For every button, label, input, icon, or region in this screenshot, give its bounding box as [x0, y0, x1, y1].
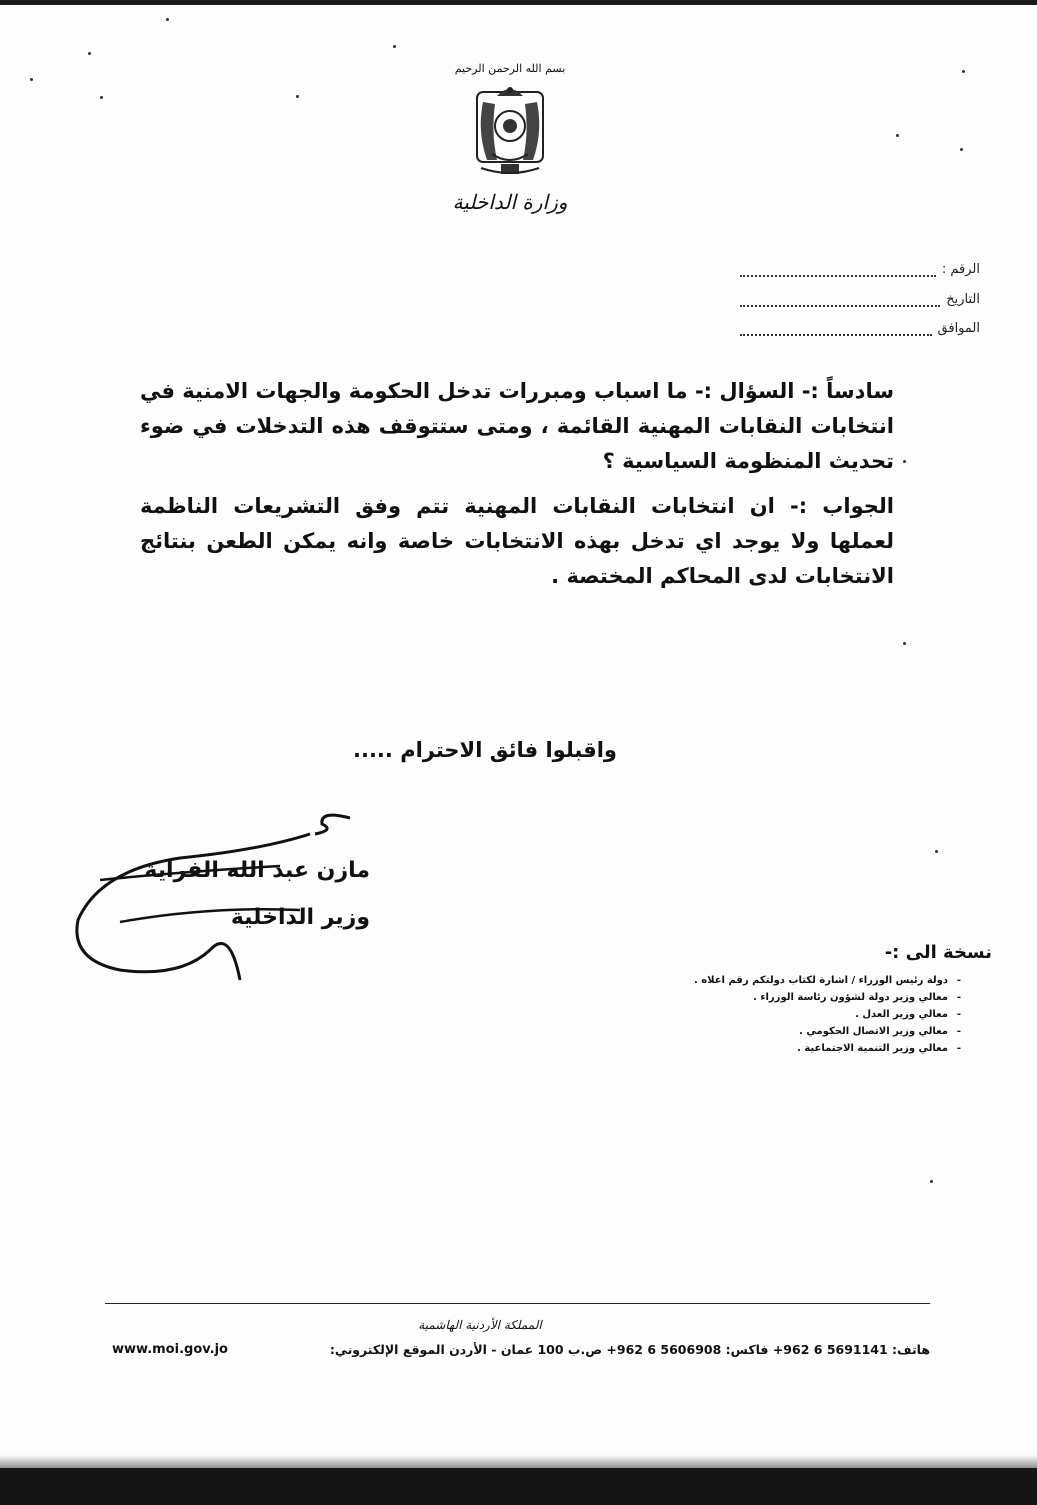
scan-speck [903, 460, 906, 463]
signature-scribble-icon [60, 810, 380, 990]
signatory-name: مازن عبد الله الفراية [144, 858, 370, 883]
answer-lead: الجواب :- [790, 494, 894, 518]
reference-number-label: الرقم : [941, 262, 980, 277]
scan-speck [962, 70, 965, 73]
reference-number-dots [740, 265, 936, 277]
reference-hijri-dots [740, 324, 932, 336]
question-text: ما اسباب ومبررات تدخل الحكومة والجهات الامنية في انتخابات النقابات المهنية القائمة ، ومتى ستتوقف هذه التدخلات في ضوء تحديث المنظومة السياسية ؟ [140, 379, 894, 473]
reference-date-label: التاريخ [946, 292, 980, 307]
answer-text: ان انتخابات النقابات المهنية تتم وفق التشريعات الناظمة لعملها ولا يوجد اي تدخل بهذه الانتخابات خاصة وانه يمكن الطعن بنتائج الانتخابات لدى المحاكم المختصة . [140, 494, 894, 588]
scan-speck [960, 148, 963, 151]
letterhead [430, 58, 590, 228]
reference-hijri-line [740, 321, 980, 336]
ministry-name: وزارة الداخلية [452, 190, 568, 214]
reference-number-line [740, 262, 980, 277]
reference-hijri-label: الموافق [937, 321, 980, 336]
copy-recipient: - معالي وزير الاتصال الحكومي . [600, 1023, 970, 1040]
copy-recipient: - معالي وزير العدل . [600, 1006, 970, 1023]
reference-date-dots [740, 295, 940, 307]
scan-speck [896, 134, 899, 137]
scan-speck [30, 78, 33, 81]
scan-speck [100, 96, 103, 99]
scan-speck [166, 18, 169, 21]
question-lead: سادساً :- السؤال :- [694, 379, 894, 403]
scan-top-edge [0, 0, 1037, 5]
reference-date-line [740, 292, 980, 307]
scan-bottom-edge [0, 1468, 1037, 1505]
scan-bottom-shade [0, 1455, 1037, 1469]
scan-speck [903, 642, 906, 645]
copy-recipient: - دولة رئيس الوزراء / اشارة لكتاب دولتكم رقم اعلاه . [600, 972, 970, 989]
scan-speck [393, 45, 396, 48]
scan-speck [930, 1180, 933, 1183]
scan-speck [88, 52, 91, 55]
footer-website-link[interactable]: www.moi.gov.jo [112, 1342, 228, 1357]
copy-recipient: - معالي وزير التنمية الاجتماعية . [600, 1040, 970, 1057]
bismillah-text: بسم الله الرحمن الرحيم [454, 62, 566, 75]
answer-paragraph [140, 489, 894, 594]
signatory-title: وزير الداخلية [230, 905, 370, 930]
question-paragraph [140, 374, 894, 479]
footer-kingdom: المملكة الأردنية الهاشمية [418, 1318, 542, 1332]
footer-contact: هاتف: 5691141 6 962+ فاكس: 5606908 6 962+ ص.ب 100 عمان - الأردن الموقع الإلكتروني: [329, 1342, 930, 1357]
letter-body [140, 374, 894, 594]
closing-salutation: واقبلوا فائق الاحترام ..... [353, 738, 617, 762]
handwritten-signature [60, 810, 380, 990]
scan-speck [296, 95, 299, 98]
copy-recipient: - معالي وزير دولة لشؤون رئاسة الوزراء . [600, 989, 970, 1006]
copies-list [600, 972, 970, 1057]
royal-crest-icon [467, 82, 553, 180]
copies-heading: نسخة الى :- [884, 942, 992, 963]
footer-divider [105, 1303, 930, 1304]
scan-speck [935, 850, 938, 853]
